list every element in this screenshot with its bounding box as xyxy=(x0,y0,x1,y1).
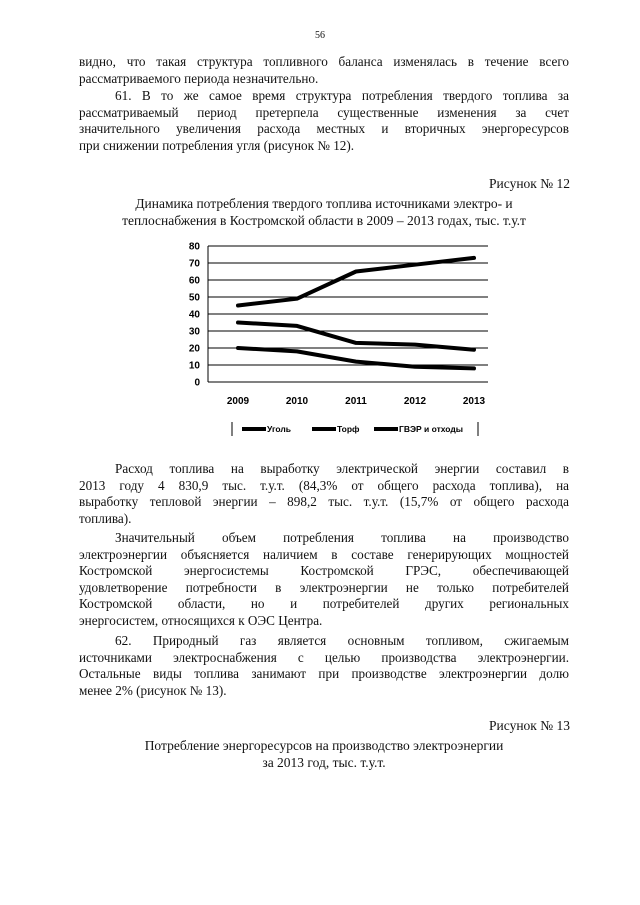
y-tick-label: 80 xyxy=(188,241,200,253)
paragraph-line: Костромской энергосистемы Костромской ГРЭС, обеспечивающей xyxy=(79,563,569,579)
figure-13-label: Рисунок № 13 xyxy=(489,718,570,733)
y-tick-label: 20 xyxy=(188,343,200,355)
x-tick-label: 2012 xyxy=(403,396,427,407)
paragraph-62 xyxy=(79,633,569,699)
paragraph-61 xyxy=(79,88,569,154)
y-tick-label: 70 xyxy=(188,258,200,270)
paragraph-line: Значительный объем потребления топлива на производство xyxy=(115,530,569,545)
figure-12-title xyxy=(79,195,569,229)
y-tick-label: 50 xyxy=(188,292,200,304)
paragraph-62-line: 62. Природный газ является основным топливом, сжигаемым xyxy=(115,633,569,648)
paragraph-line: электроэнергии объясняется наличием в составе генерирующих мощностей xyxy=(79,546,569,562)
intro-line: видно, что такая структура топливного баланса изменялась в течение всего xyxy=(79,54,569,69)
paragraph-line: выработку тепловой энергии – 898,2 тыс. т.у.т. (15,7% от общего расхода xyxy=(79,494,569,510)
x-tick-label: 2013 xyxy=(462,396,486,407)
figure-13-title xyxy=(79,737,569,771)
paragraph-62-line: источниками электроснабжения с целью производства электроэнергии. xyxy=(79,649,569,665)
paragraph-61-line: рассматриваемый период претерпела существенные изменения за счет xyxy=(79,104,569,120)
paragraph-61-line: значительного увеличения расхода местных и вторичных энергоресурсов xyxy=(79,121,569,137)
paragraph-61-line: 61. В то же самое время структура потребления твердого топлива за xyxy=(115,88,569,103)
paragraph-62-line: менее 2% (рисунок № 13). xyxy=(79,682,227,698)
x-tick-label: 2010 xyxy=(285,396,309,407)
figure-12-chart xyxy=(160,236,510,446)
intro-paragraph xyxy=(79,54,569,87)
y-tick-label: 60 xyxy=(188,275,200,287)
paragraph-line: удовлетворение потребности в электроэнергии не только потребителей xyxy=(79,579,569,595)
paragraph-line: Расход топлива на выработку электрической энергии составил в xyxy=(115,461,569,476)
figure-13-title-line: Потребление энергоресурсов на производство электроэнергии xyxy=(144,738,504,753)
paragraph-line: 2013 году 4 830,9 тыс. т.у.т. (84,3% от общего расхода топлива), на xyxy=(79,477,569,493)
paragraph-line: энергосистем, относящихся к ОЭС Центра. xyxy=(79,612,323,628)
paragraph-62-line: Остальные виды топлива занимают при производстве электроэнергии долю xyxy=(79,666,569,682)
paragraph-line: топлива). xyxy=(79,510,132,526)
series-line xyxy=(238,258,474,306)
paragraph-line: Костромской области, но и потребителей других региональных xyxy=(79,596,569,612)
legend-label: Уголь xyxy=(267,424,291,434)
y-tick-label: 10 xyxy=(188,360,200,372)
paragraph-fuel-consumption xyxy=(79,461,569,527)
figure-12-label: Рисунок № 12 xyxy=(489,176,570,191)
legend-label: Торф xyxy=(337,424,360,434)
x-tick-label: 2011 xyxy=(345,396,367,407)
series-line xyxy=(238,323,474,350)
paragraph-61-line: при снижении потребления угля (рисунок № 12). xyxy=(79,137,355,153)
intro-line: рассматриваемого периода незначительно. xyxy=(79,70,319,86)
y-tick-label: 40 xyxy=(188,309,200,321)
figure-12-title-line: теплоснабжения в Костромской области в 2009 – 2013 годах, тыс. т.у.т xyxy=(122,213,526,228)
figure-13-title-line: за 2013 год, тыс. т.у.т. xyxy=(262,755,386,770)
y-tick-label: 0 xyxy=(194,377,200,389)
x-tick-label: 2009 xyxy=(226,396,250,407)
page-number: 56 xyxy=(315,30,325,41)
paragraph-large-volume xyxy=(79,530,569,630)
figure-12-title-line: Динамика потребления твердого топлива источниками электро- и xyxy=(135,196,513,211)
y-tick-label: 30 xyxy=(188,326,200,338)
legend-label: ГВЭР и отходы xyxy=(399,424,464,434)
